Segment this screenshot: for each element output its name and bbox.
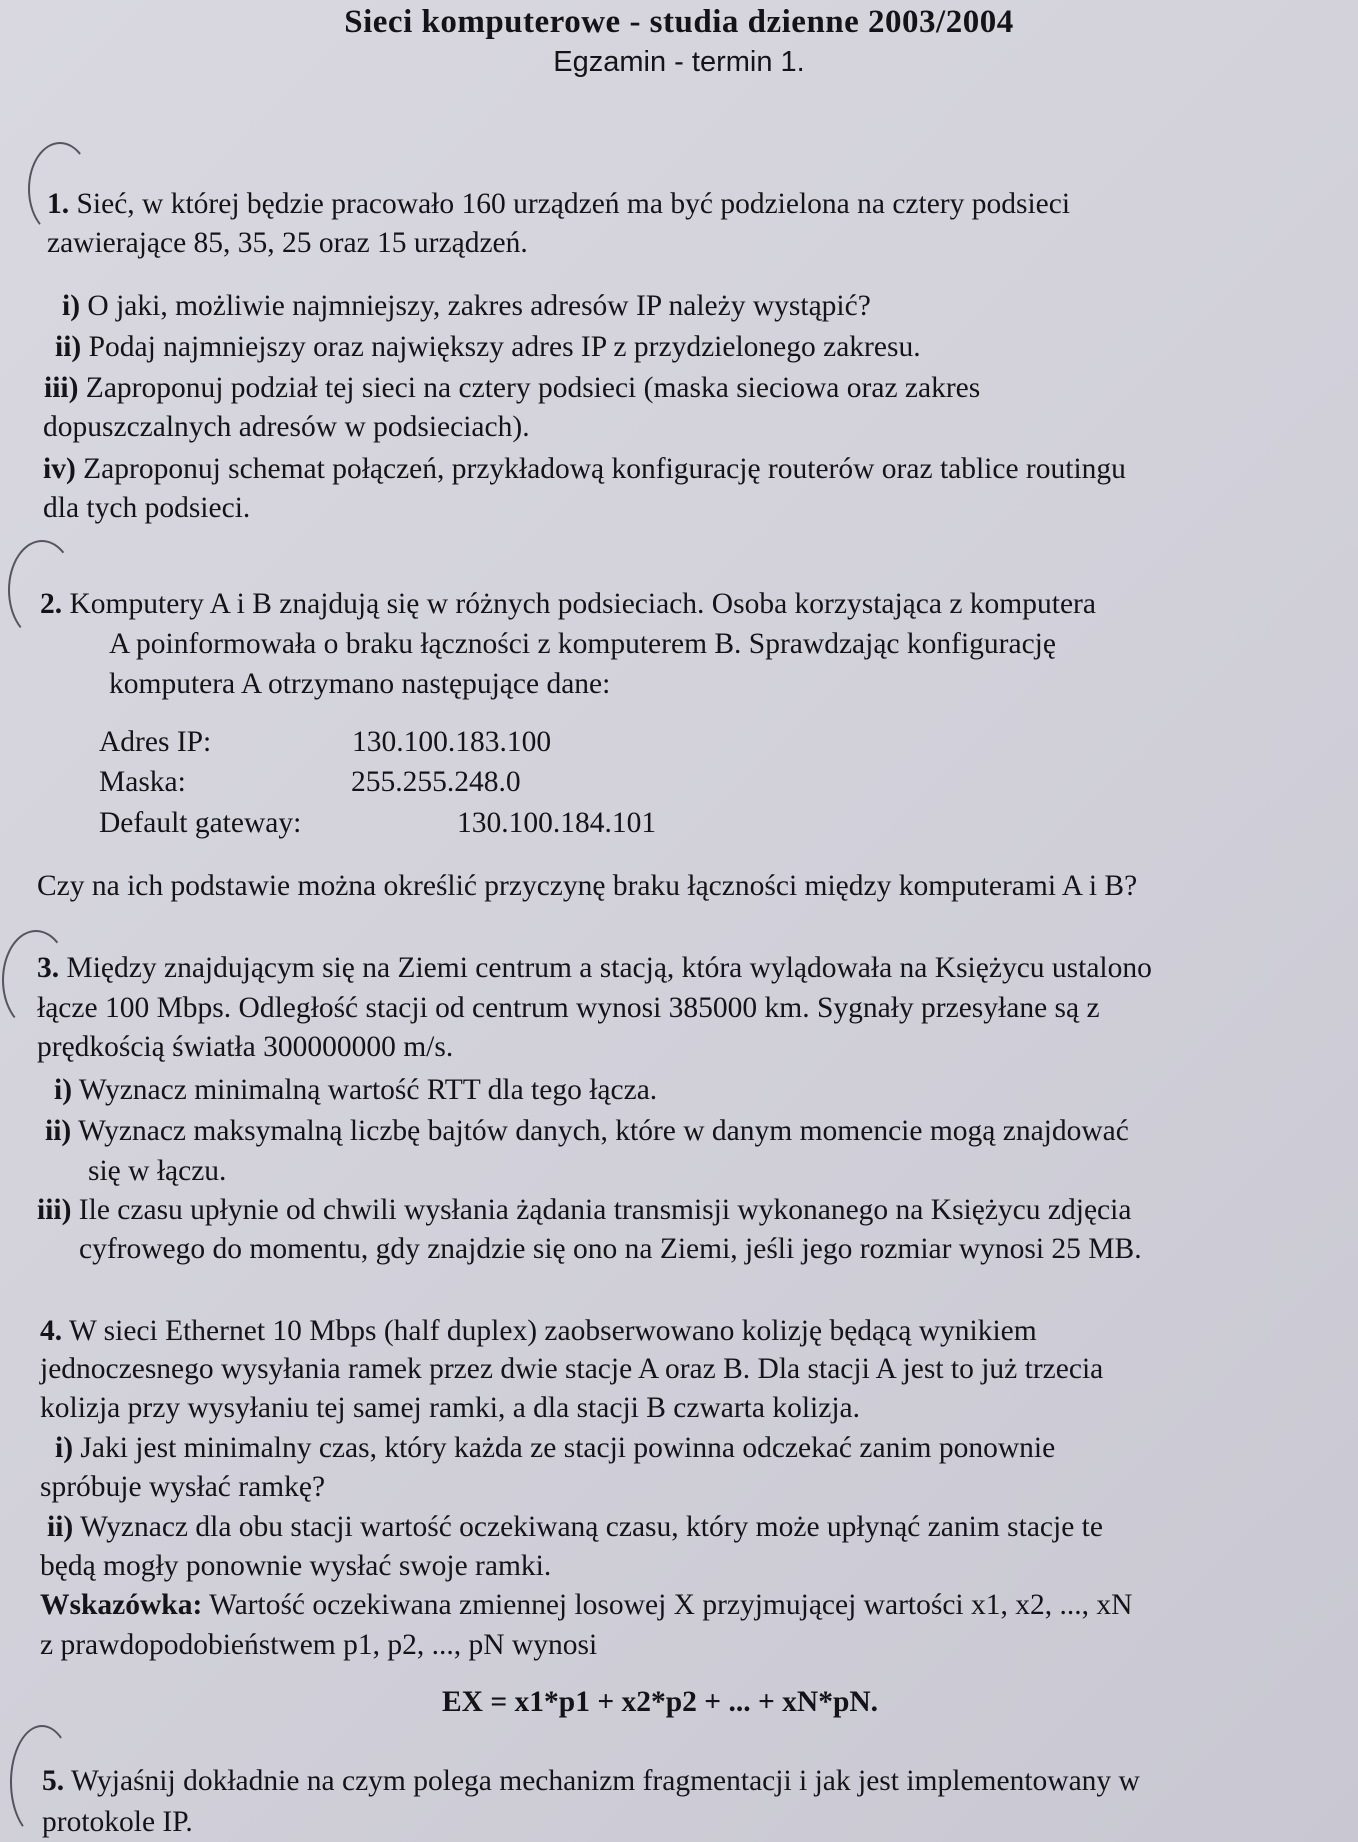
q2-line-2: A poinformowała o braku łączności z komputerem B. Sprawdzając konfigurację [109,628,1056,660]
q4-hint: Wskazówka: Wartość oczekiwana zmiennej losowej X przyjmującej wartości x1, x2, ..., xN [40,1589,1133,1621]
ip-label: Adres IP: [99,726,212,758]
gateway-value: 130.100.184.101 [457,807,657,839]
q2-number: 2. [40,588,63,620]
q4-item-ii-cont: będą mogły ponownie wysłać swoje ramki. [40,1550,552,1582]
q1-number: 1. [47,188,70,220]
ip-value: 130.100.183.100 [352,726,552,758]
q1-item-iii: iii) Zaproponuj podział tej sieci na cztery podsieci (maska sieciowa oraz zakres [44,372,981,404]
mask-value: 255.255.248.0 [351,766,521,798]
q1-line-1 [47,190,1070,220]
q1-line-2: zawierające 85, 35, 25 oraz 15 urządzeń. [47,227,528,259]
q4-line-2: jednoczesnego wysyłania ramek przez dwie stacje A oraz B. Dla stacji A jest to już trzecia [40,1353,1104,1385]
page-title: Sieci komputerowe - studia dzienne 2003/2004 [344,4,1014,40]
q3-line-3: prędkością światła 300000000 m/s. [37,1031,454,1063]
q3-item-ii: ii) Wyznacz maksymalną liczbę bajtów danych, które w danym momencie mogą znajdować [45,1115,1129,1147]
q3-item-iii: iii) Ile czasu upłynie od chwili wysłania żądania transmisji wykonanego na Księżycu zdjęcia [37,1194,1132,1226]
q4-line-1: 4. W sieci Ethernet 10 Mbps (half duplex) zaobserwowano kolizję będącą wynikiem [40,1315,1037,1347]
q1-item-iii-cont: dopuszczalnych adresów w podsieciach). [43,411,530,443]
q4-item-i-cont: spróbuje wysłać ramkę? [40,1471,326,1503]
q3-item-i: i) Wyznacz minimalną wartość RTT dla tego łącza. [54,1074,658,1106]
q4-item-i: i) Jaki jest minimalny czas, który każda ze stacji powinna odczekać zanim ponownie [55,1432,1056,1464]
expected-value-formula: EX = x1*p1 + x2*p2 + ... + xN*pN. [442,1686,879,1718]
q5-line-2: protokole IP. [42,1806,193,1838]
q2-question: Czy na ich podstawie można określić przyczynę braku łączności między komputerami A i B? [37,870,1138,902]
q4-number: 4. [40,1315,63,1347]
q3-item-iii-cont: cyfrowego do momentu, gdy znajdzie się ono na Ziemi, jeśli jego rozmiar wynosi 25 MB. [79,1233,1142,1265]
page-subtitle: Egzamin - termin 1. [553,46,805,78]
q4-hint-cont: z prawdopodobieństwem p1, p2, ..., pN wynosi [40,1629,598,1661]
q1-text: Sieć, w której będzie pracowało 160 urządzeń ma być podzielona na cztery podsieci [76,188,1071,220]
q3-line-2: łącze 100 Mbps. Odległość stacji od centrum wynosi 385000 km. Sygnały przesyłane są z [37,992,1100,1024]
q4-line-3: kolizja przy wysyłaniu tej samej ramki, a dla stacji B czwarta kolizja. [40,1392,860,1424]
q3-line-1: 3. Między znajdującym się na Ziemi centrum a stacją, która wylądowała na Księżycu ustalono [37,952,1152,984]
q1-item-iv-cont: dla tych podsieci. [43,492,251,524]
q1-item-i: i) O jaki, możliwie najmniejszy, zakres adresów IP należy wystąpić? [62,290,871,322]
mask-label: Maska: [99,766,186,798]
q5-line-1: 5. Wyjaśnij dokładnie na czym polega mechanizm fragmentacji i jak jest implementowany w [42,1765,1140,1797]
q1-item-iv: iv) Zaproponuj schemat połączeń, przykładową konfigurację routerów oraz tablice routingu [43,453,1126,485]
q2-line-1: 2. Komputery A i B znajdują się w różnych podsieciach. Osoba korzystająca z komputera [40,588,1096,620]
q1-item-ii: ii) Podaj najmniejszy oraz największy adres IP z przydzielonego zakresu. [55,331,921,363]
q5-number: 5. [42,1765,65,1797]
q3-number: 3. [37,952,60,984]
q3-item-ii-cont: się w łączu. [88,1155,227,1187]
gateway-label: Default gateway: [99,807,302,839]
q2-line-3: komputera A otrzymano następujące dane: [109,668,611,700]
q4-item-ii: ii) Wyznacz dla obu stacji wartość oczekiwaną czasu, który może upłynąć zanim stacje te [47,1511,1103,1543]
